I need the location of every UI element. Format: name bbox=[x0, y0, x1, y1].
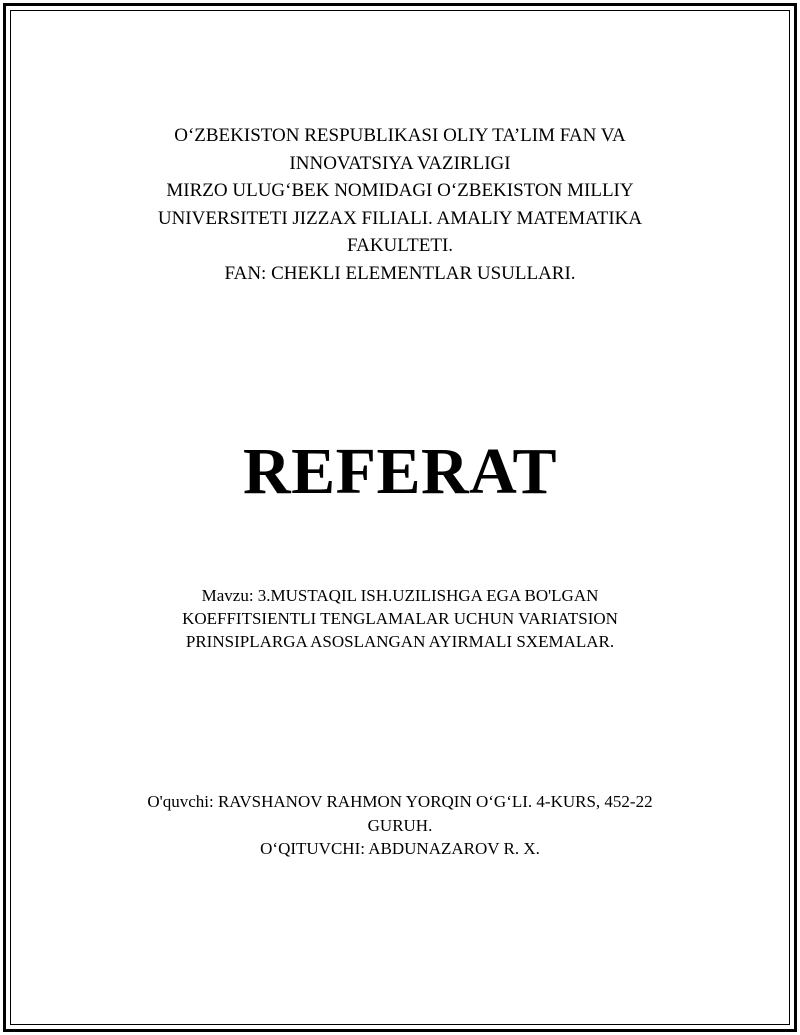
topic-line-2: KOEFFITSIENTLI TENGLAMALAR UCHUN VARIATSION bbox=[182, 609, 618, 628]
header-line-ministry-2: INNOVATSIYA VAZIRLIGI bbox=[289, 152, 511, 174]
topic-line-1: Mavzu: 3.MUSTAQIL ISH.UZILISHGA EGA BO'LGAN bbox=[201, 586, 599, 605]
topic-section bbox=[0, 584, 800, 653]
institution-header bbox=[0, 122, 800, 287]
header-line-ministry-1: O‘ZBEKISTON RESPUBLIKASI OLIY TA’LIM FAN VA bbox=[174, 125, 626, 146]
teacher-line: O‘QITUVCHI: ABDUNAZAROV R. X. bbox=[260, 839, 540, 858]
header-line-university-1: MIRZO ULUG‘BEK NOMIDAGI O‘ZBEKISTON MILLIY bbox=[166, 180, 634, 201]
header-line-university-2: UNIVERSITETI JIZZAX FILIALI. AMALIY MATEMATIKA bbox=[157, 207, 643, 229]
student-line-2: GURUH. bbox=[367, 815, 433, 835]
author-section bbox=[0, 790, 800, 861]
topic-line-3: PRINSIPLARGA ASOSLANGAN AYIRMALI SXEMALAR. bbox=[185, 632, 615, 651]
header-line-subject: FAN: CHEKLI ELEMENTLAR USULLARI. bbox=[224, 262, 576, 284]
header-line-faculty: FAKULTETI. bbox=[346, 235, 454, 256]
document-title: REFERAT bbox=[243, 435, 557, 508]
student-line-1: O'quvchi: RAVSHANOV RAHMON YORQIN O‘G‘LI. 4-KURS, 452-22 bbox=[147, 792, 653, 811]
